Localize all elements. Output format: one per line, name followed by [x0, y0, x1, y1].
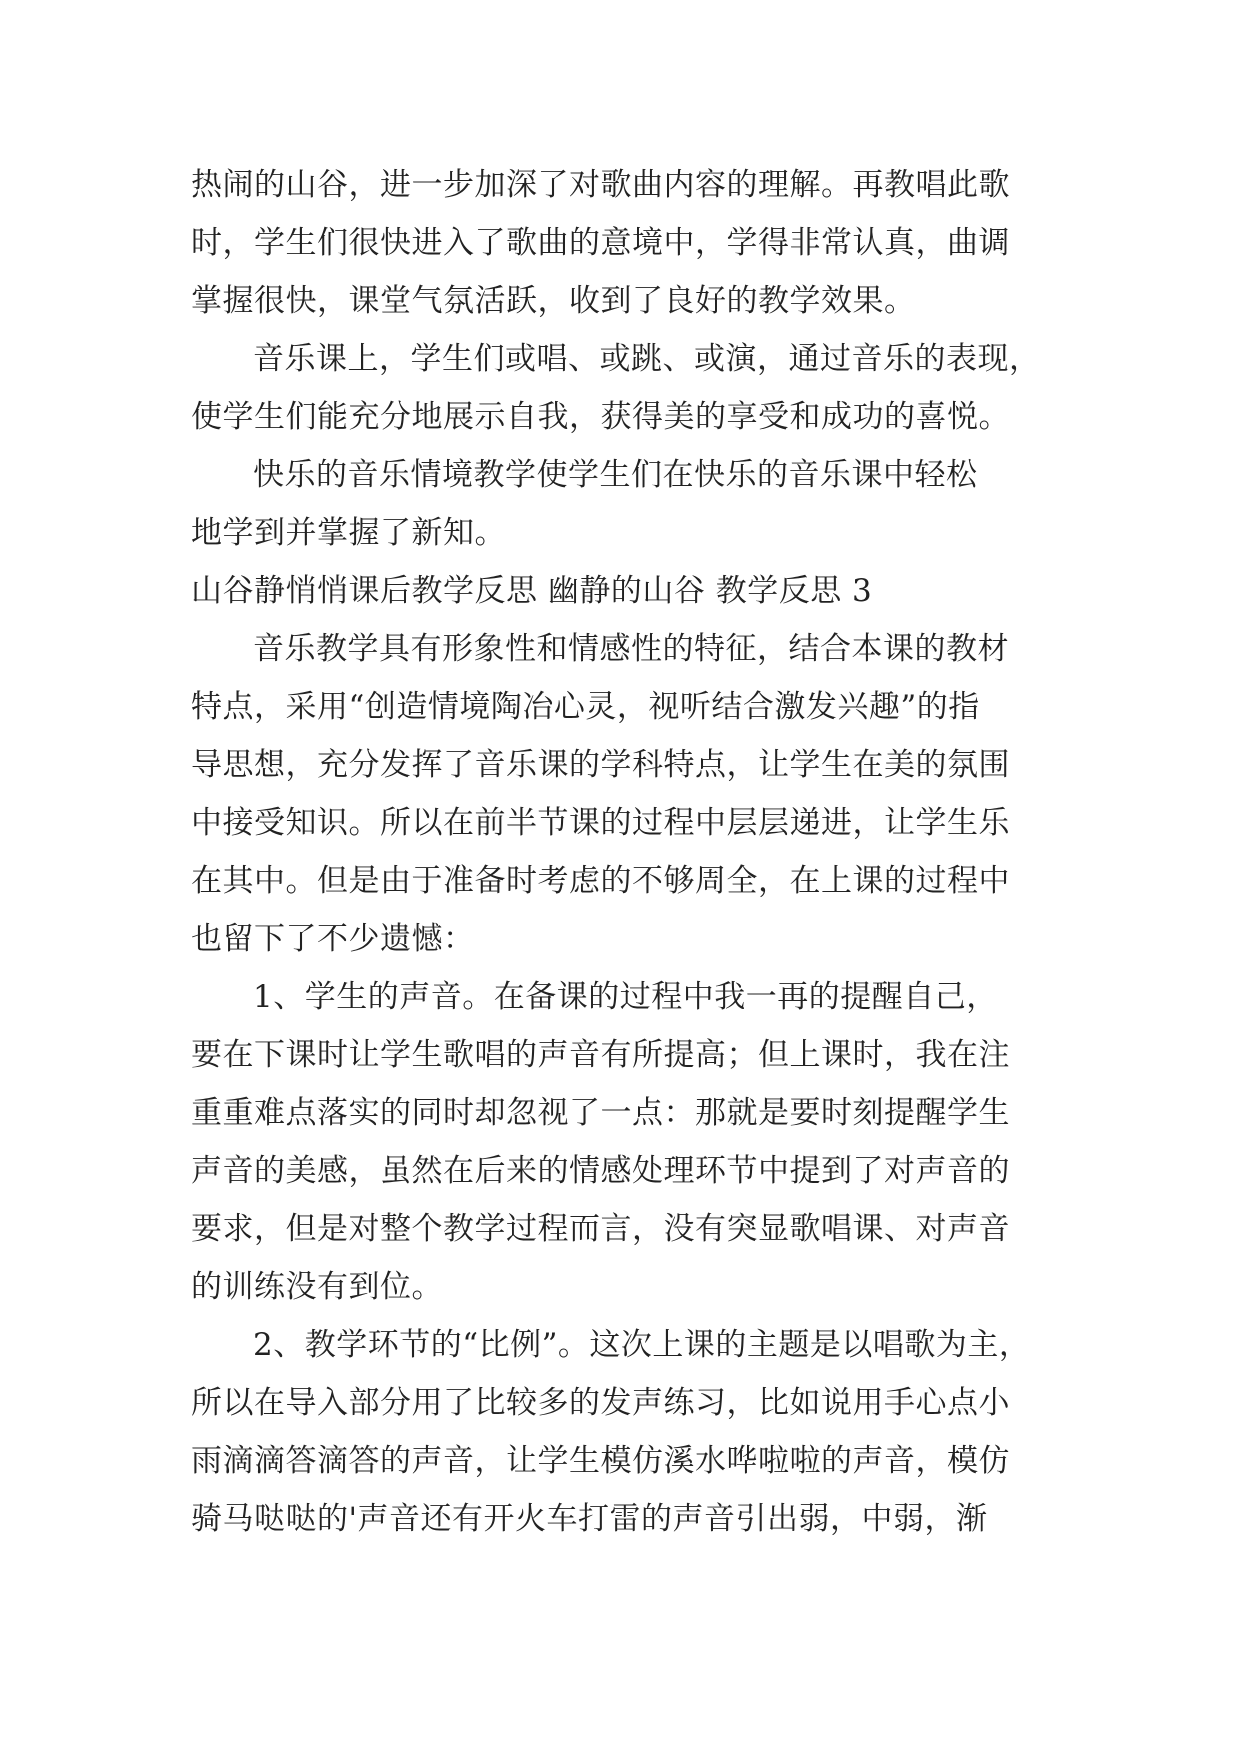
section-heading: 山谷静悄悄课后教学反思 幽静的山谷 教学反思 3: [191, 573, 873, 609]
text-line-12: 中接受知识。所以在前半节课的过程中层层递进，让学生乐: [191, 805, 1010, 841]
text-line-5: 使学生们能充分地展示自我，获得美的享受和成功的喜悦。: [191, 399, 1010, 435]
text-line-2: 时，学生们很快进入了歌曲的意境中，学得非常认真，曲调: [191, 225, 1010, 261]
text-line-10: 特点，采用“创造情境陶冶心灵，视听结合激发兴趣”的指: [191, 689, 980, 725]
text-line-14: 也留下了不少遗憾：: [191, 921, 475, 957]
text-line-4: 音乐课上，学生们或唱、或跳、或演，通过音乐的表现，: [253, 341, 1041, 377]
text-line-23: 雨滴滴答滴答的声音，让学生模仿溪水哗啦啦的声音，模仿: [191, 1443, 1010, 1479]
text-line-22: 所以在导入部分用了比较多的发声练习，比如说用手心点小: [191, 1385, 1010, 1421]
text-line-16: 要在下课时让学生歌唱的声音有所提高；但上课时，我在注: [191, 1037, 1010, 1073]
text-line-15: 1、学生的声音。在备课的过程中我一再的提醒自己，: [253, 979, 998, 1015]
text-line-18: 声音的美感，虽然在后来的情感处理环节中提到了对声音的: [191, 1153, 1010, 1189]
text-line-20: 的训练没有到位。: [191, 1269, 443, 1305]
text-line-13: 在其中。但是由于准备时考虑的不够周全，在上课的过程中: [191, 863, 1010, 899]
text-line-7: 地学到并掌握了新知。: [191, 515, 506, 551]
text-line-9: 音乐教学具有形象性和情感性的特征，结合本课的教材: [253, 631, 1009, 667]
text-line-19: 要求，但是对整个教学过程而言，没有突显歌唱课、对声音: [191, 1211, 1010, 1247]
text-line-3: 掌握很快，课堂气氛活跃，收到了良好的教学效果。: [191, 283, 916, 319]
text-line-6: 快乐的音乐情境教学使学生们在快乐的音乐课中轻松: [253, 457, 978, 493]
text-line-24: 骑马哒哒的'声音还有开火车打雷的声音引出弱，中弱，渐: [191, 1501, 988, 1537]
text-line-1: 热闹的山谷，进一步加深了对歌曲内容的理解。再教唱此歌: [191, 167, 1010, 203]
text-line-21: 2、教学环节的“比例”。这次上课的主题是以唱歌为主，: [253, 1327, 1031, 1363]
text-line-17: 重重难点落实的同时却忽视了一点：那就是要时刻提醒学生: [191, 1095, 1010, 1131]
text-line-11: 导思想，充分发挥了音乐课的学科特点，让学生在美的氛围: [191, 747, 1010, 783]
